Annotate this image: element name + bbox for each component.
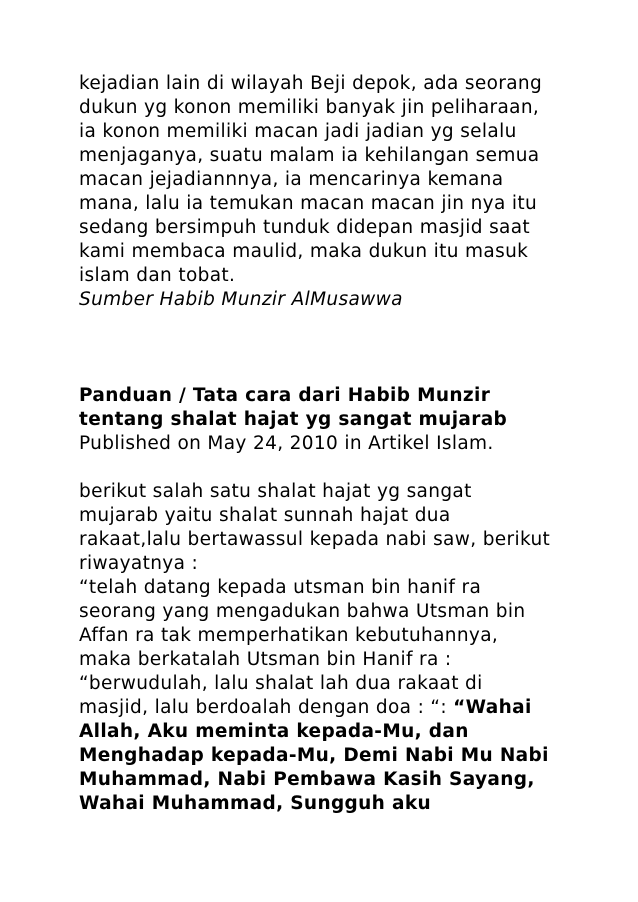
text-line: Affan ra tak memperhatikan kebutuhannya, [79,625,499,646]
text-line: “berwudulah, lalu shalat lah dua rakaat di [79,673,483,694]
text-line: ia konon memiliki macan jadi jadian yg selalu [79,121,517,142]
text-line: kejadian lain di wilayah Beji depok, ada seorang [79,73,543,94]
article-title-line-1: Panduan / Tata cara dari Habib Munzir [79,385,491,406]
article-title-line-2: tentang shalat hajat yg sangat mujarab [79,409,508,430]
text-line: berikut salah satu shalat hajat yg sangat [79,481,472,502]
spacer [79,456,619,480]
text-line: seorang yang mengadukan bahwa Utsman bin [79,601,526,622]
article-body [79,480,619,816]
text-line: “telah datang kepada utsman bin hanif ra [79,577,482,598]
story-paragraph [79,72,619,312]
prayer-line: Allah, Aku meminta kepada-Mu, dan [79,721,469,742]
spacer [79,312,619,384]
text-line: kami membaca maulid, maka dukun itu masuk [79,241,529,262]
text-line-mixed [79,696,619,720]
text-line: riwayatnya : [79,553,199,574]
mixed-line-plain: masjid, lalu berdoalah dengan doa : “: [79,697,454,718]
text-line: islam dan tobat. [79,265,236,286]
text-line: dukun yg konon memiliki banyak jin peliharaan, [79,97,540,118]
text-line: mujarab yaitu shalat sunnah hajat dua [79,505,451,526]
source-credit: Sumber Habib Munzir AlMusawwa [79,289,403,310]
article-section [79,384,619,816]
document-page [79,72,619,816]
prayer-line: Menghadap kepada-Mu, Demi Nabi Mu Nabi [79,745,549,766]
published-info: Published on May 24, 2010 in Artikel Islam. [79,433,494,454]
text-line: macan jejadiannnya, ia mencarinya kemana [79,169,504,190]
text-line: menjaganya, suatu malam ia kehilangan semua [79,145,540,166]
prayer-line: Wahai Muhammad, Sungguh aku [79,793,431,814]
text-line: mana, lalu ia temukan macan macan jin nya itu [79,193,538,214]
prayer-line: Muhammad, Nabi Pembawa Kasih Sayang, [79,769,535,790]
text-line: sedang bersimpuh tunduk didepan masjid saat [79,217,531,238]
text-line: rakaat,lalu bertawassul kepada nabi saw, berikut [79,529,551,550]
mixed-line-bold: “Wahai [453,697,532,718]
text-line: maka berkatalah Utsman bin Hanif ra : [79,649,452,670]
